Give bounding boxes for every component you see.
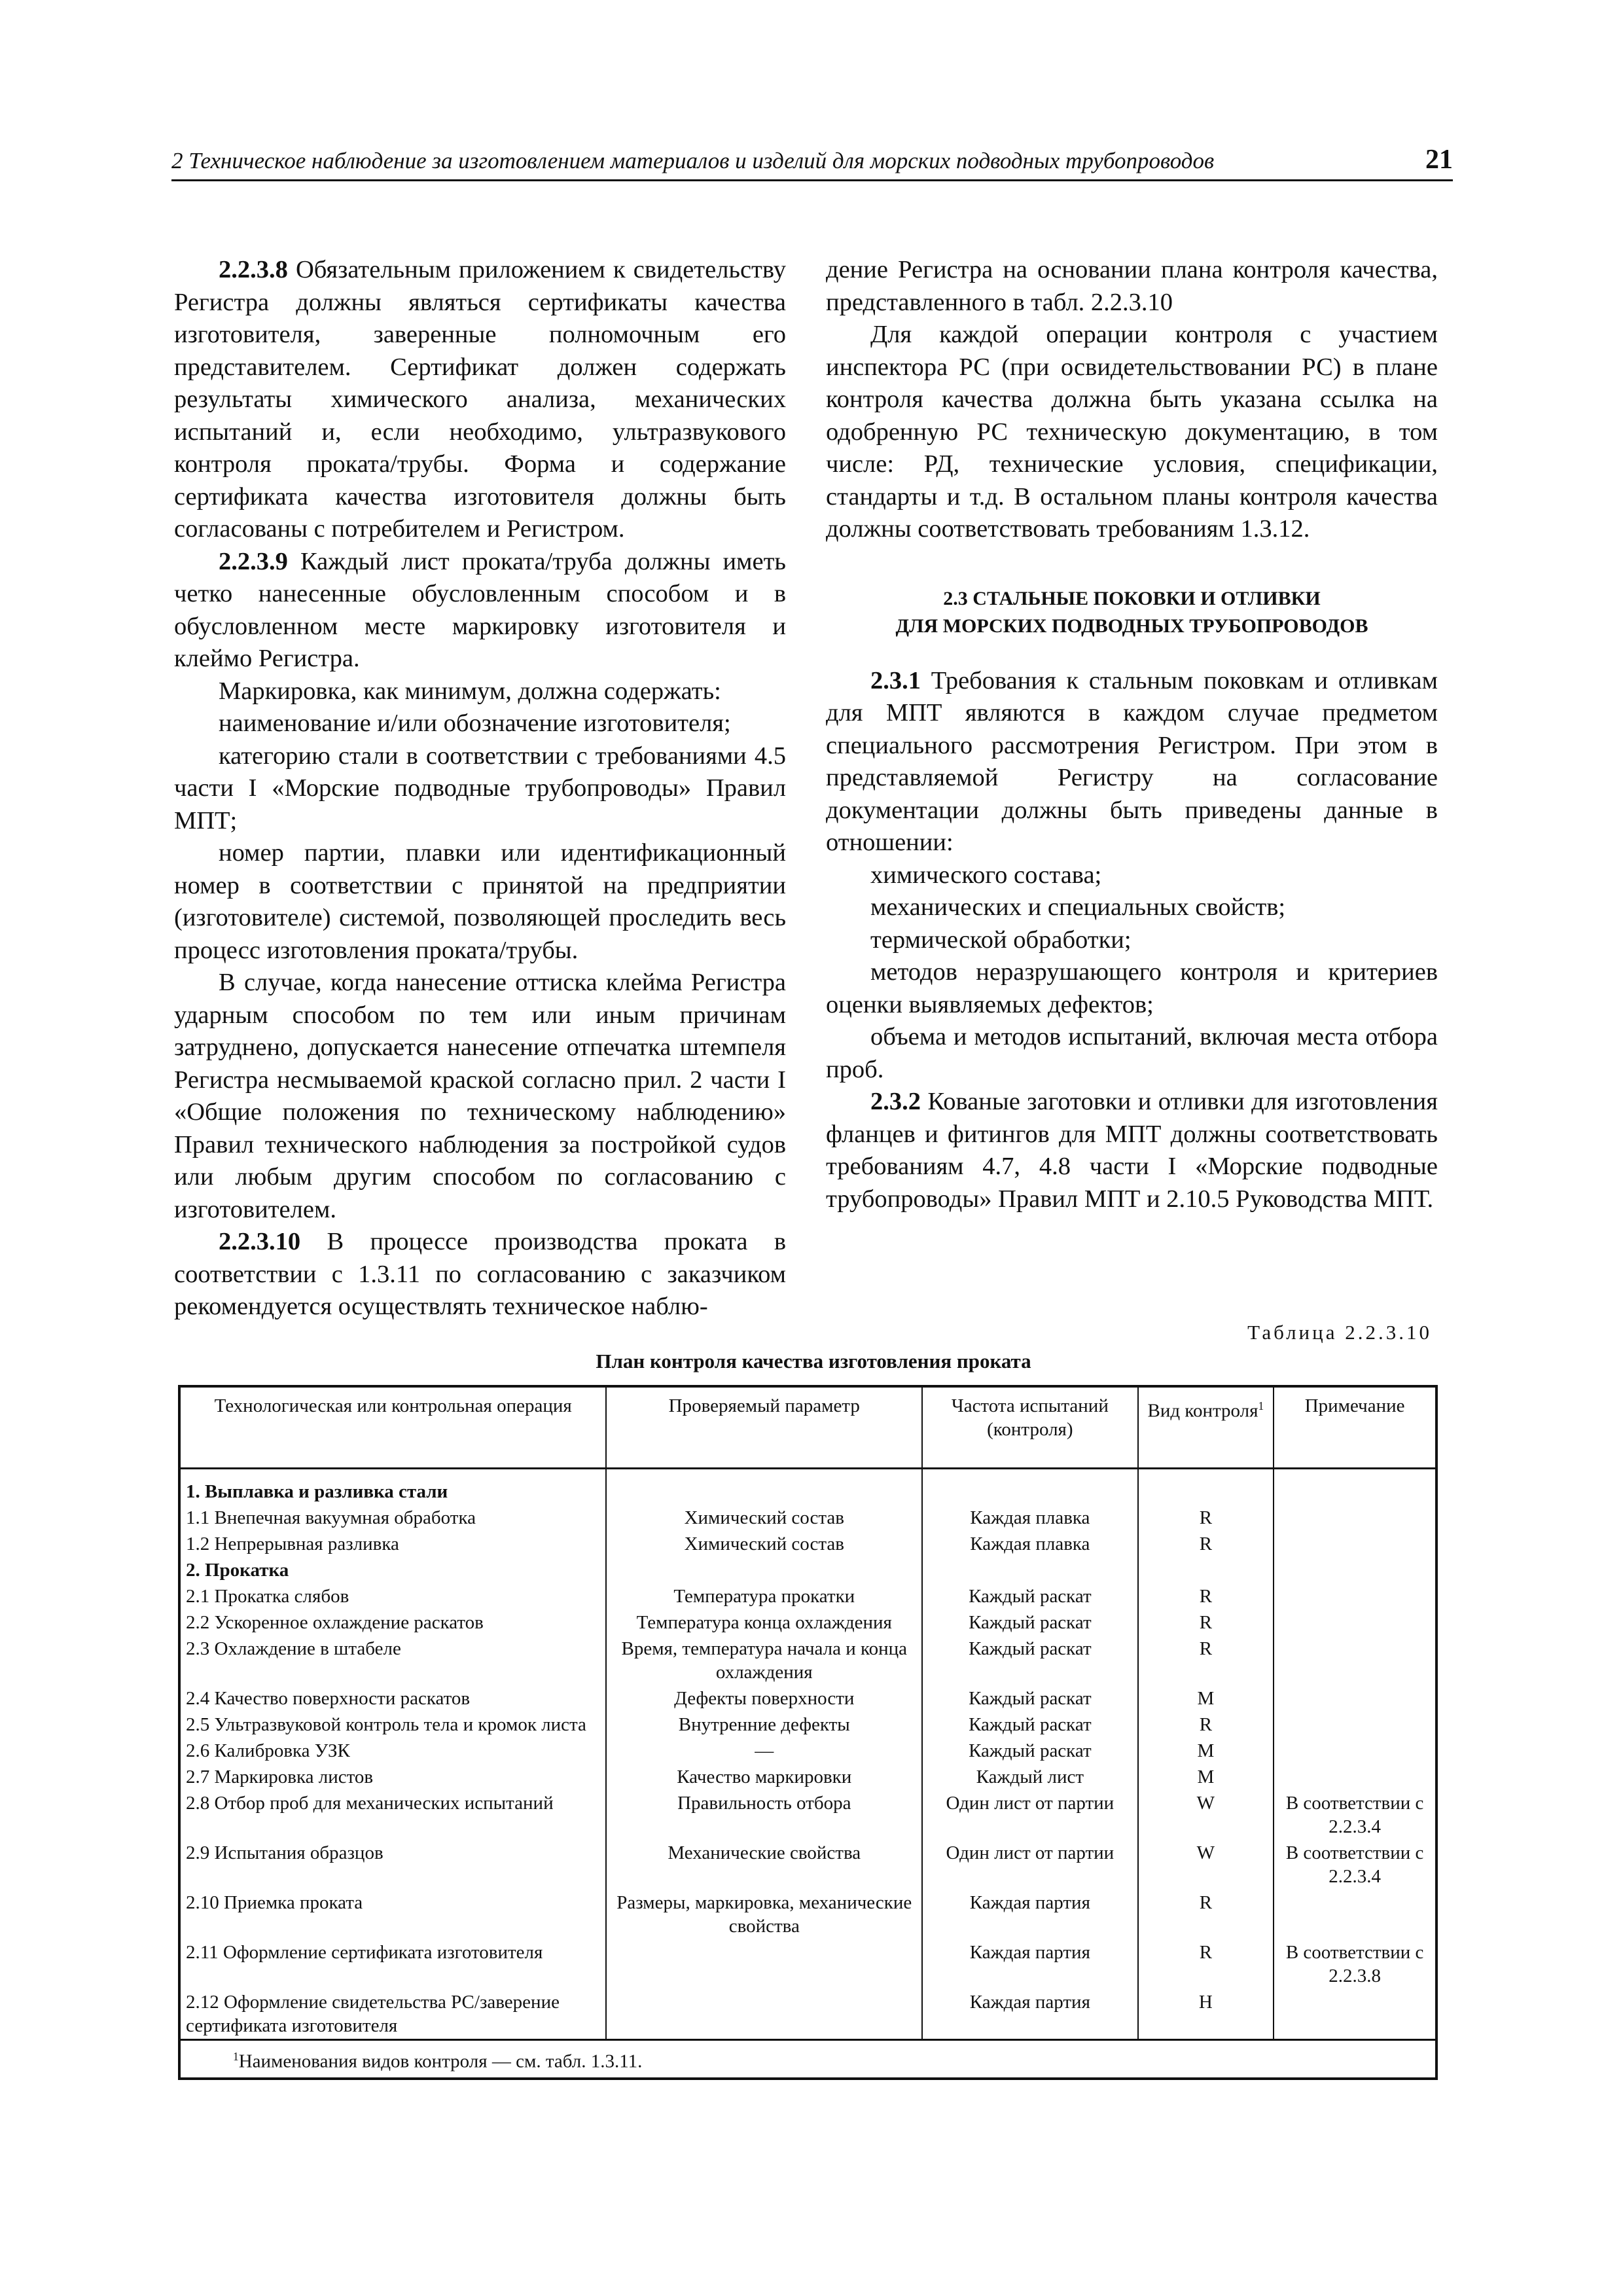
table-cell-op: 1. Выплавка и разливка стали xyxy=(179,1469,606,1505)
table-cell-param: Внутренние дефекты xyxy=(606,1712,922,1738)
paragraph-2-2-3-9: 2.2.3.9 Каждый лист проката/труба должны иметь четко нанесенные обусловленным способом и в обусловленном месте маркировку изготовителя и клеймо Регистра. xyxy=(174,547,786,672)
table-title: План контроля качества изготовления проката xyxy=(596,1350,1031,1372)
table-cell-param: Температура конца охлаждения xyxy=(606,1609,922,1636)
paragraph: химического состава; xyxy=(870,861,1102,889)
table-cell-note xyxy=(1274,1505,1436,1531)
table-cell-freq: Каждый лист xyxy=(922,1764,1137,1790)
table-row xyxy=(179,1469,1436,1505)
table-row xyxy=(179,1636,1436,1685)
table-cell-param: Химический состав xyxy=(606,1531,922,1557)
table-header-row xyxy=(179,1386,1436,1469)
table-cell-op: 2.10 Приемка проката xyxy=(179,1890,606,1939)
table-cell-freq: Каждый раскат xyxy=(922,1738,1137,1764)
paragraph: наименование и/или обозначение изготовителя; xyxy=(219,709,731,737)
table-cell-freq: Каждый раскат xyxy=(922,1609,1137,1636)
table-cell-param: Размеры, маркировка, механические свойства xyxy=(606,1890,922,1939)
table-cell-op: 2.4 Качество поверхности раскатов xyxy=(179,1685,606,1712)
table-row xyxy=(179,1840,1436,1890)
paragraph: термической обработки; xyxy=(870,925,1132,954)
table-cell-kind: W xyxy=(1138,1790,1274,1840)
table-cell-freq: Каждая партия xyxy=(922,1939,1137,1989)
table-row xyxy=(179,1583,1436,1609)
table-cell-note xyxy=(1274,1583,1436,1609)
table-cell-op: 2.8 Отбор проб для механических испытаний xyxy=(179,1790,606,1840)
paragraph: В случае, когда нанесение оттиска клейма Регистра ударным способом по тем или иным причинам затруднено, допускается нанесение отпечатка штемпеля Регистра несмываемой краской согласно прил. 2 части I «Общие положения по техническому наблюдению» Правил технического наблюдения за постройкой судов или любым другим способом по согласованию с изготовителем. xyxy=(174,969,786,1223)
paragraph: номер партии, плавки или идентификационный номер в соответствии с принятой на предприятии (изготовителе) системой, позволяющей проследить весь процесс изготовления проката/трубы. xyxy=(174,839,786,964)
table-cell-op: 1.1 Внепечная вакуумная обработка xyxy=(179,1505,606,1531)
table-cell-kind: R xyxy=(1138,1583,1274,1609)
table-cell-freq: Каждый раскат xyxy=(922,1685,1137,1712)
table-label: Таблица 2.2.3.10 xyxy=(1247,1321,1432,1344)
table-cell-param: Механические свойства xyxy=(606,1840,922,1890)
table-cell-param: Температура прокатки xyxy=(606,1583,922,1609)
table-cell-op: 2.5 Ультразвуковой контроль тела и кромок листа xyxy=(179,1712,606,1738)
table-cell-kind: M xyxy=(1138,1685,1274,1712)
table-row xyxy=(179,1712,1436,1738)
table-cell-freq: Каждый раскат xyxy=(922,1712,1137,1738)
table-cell-kind xyxy=(1138,1469,1274,1505)
table-cell-note xyxy=(1274,1609,1436,1636)
table-cell-freq xyxy=(922,1557,1137,1583)
left-column xyxy=(174,254,786,1323)
table-cell-op: 2.2 Ускоренное охлаждение раскатов xyxy=(179,1609,606,1636)
table-row xyxy=(179,1989,1436,2040)
table-cell-freq: Каждая плавка xyxy=(922,1531,1137,1557)
table-cell-note: В соответствии с 2.2.3.4 xyxy=(1274,1840,1436,1890)
header-note: Примечание xyxy=(1274,1386,1436,1469)
table-cell-note xyxy=(1274,1989,1436,2040)
header-operation: Технологическая или контрольная операция xyxy=(179,1386,606,1469)
table-cell-freq xyxy=(922,1469,1137,1505)
table-cell-op: 2.9 Испытания образцов xyxy=(179,1840,606,1890)
table-cell-note xyxy=(1274,1469,1436,1505)
paragraph: механических и специальных свойств; xyxy=(870,893,1286,921)
paragraph-2-3-1: 2.3.1 Требования к стальным поковкам и отливкам для МПТ являются в каждом случае предметом специального рассмотрения Регистром. При этом в представляемой Регистру на согласование документации должны быть приведены данные в отношении: xyxy=(826,666,1438,856)
table-cell-kind: R xyxy=(1138,1890,1274,1939)
table-footnote-row xyxy=(179,2040,1436,2079)
table-cell-freq: Один лист от партии xyxy=(922,1840,1137,1890)
table-cell-note: В соответствии с 2.2.3.4 xyxy=(1274,1790,1436,1840)
table-cell-kind: R xyxy=(1138,1712,1274,1738)
table-row xyxy=(179,1939,1436,1989)
section-title: 2.3 СТАЛЬНЫЕ ПОКОВКИ И ОТЛИВКИ ДЛЯ МОРСКИХ ПОДВОДНЫХ ТРУБОПРОВОДОВ xyxy=(895,587,1368,637)
table-cell-freq: Каждый раскат xyxy=(922,1583,1137,1609)
table-cell-note xyxy=(1274,1557,1436,1583)
table-cell-note xyxy=(1274,1890,1436,1939)
table-cell-kind: M xyxy=(1138,1764,1274,1790)
paragraph-2-2-3-8: 2.2.3.8 Обязательным приложением к свидетельству Регистра должны являться сертификаты качества изготовителя, заверенные полномочным его представителем. Сертификат должен содержать результаты химического анализа, механических испытаний и, если необходимо, ультразвукового контроля проката/трубы. Форма и содержание сертификата качества изготовителя должны быть согласованы с потребителем и Регистром. xyxy=(174,256,786,543)
table-cell-param: Химический состав xyxy=(606,1505,922,1531)
paragraph: категорию стали в соответствии с требованиями 4.5 части I «Морские подводные трубопроводы» Правил МПТ; xyxy=(174,742,786,834)
table-cell-note: В соответствии с 2.2.3.8 xyxy=(1274,1939,1436,1989)
table-cell-param: Правильность отбора xyxy=(606,1790,922,1840)
header-frequency: Частота испытаний (контроля) xyxy=(922,1386,1137,1469)
paragraph-2-3-2: 2.3.2 Кованые заготовки и отливки для изготовления фланцев и фитингов для МПТ должны соответствовать требованиям 4.7, 4.8 части I «Морские подводные трубопроводы» Правил МПТ и 2.10.5 Руководства МПТ. xyxy=(826,1088,1438,1213)
table-cell-param xyxy=(606,1939,922,1989)
table-cell-param xyxy=(606,1557,922,1583)
quality-control-table xyxy=(178,1385,1438,2080)
table-cell-freq: Каждая партия xyxy=(922,1890,1137,1939)
table-cell-note xyxy=(1274,1636,1436,1685)
table-cell-kind xyxy=(1138,1557,1274,1583)
table-cell-op: 1.2 Непрерывная разливка xyxy=(179,1531,606,1557)
table-cell-op: 2. Прокатка xyxy=(179,1557,606,1583)
paragraph: методов неразрушающего контроля и критериев оценки выявляемых дефектов; xyxy=(826,958,1438,1018)
paragraph-2-2-3-10: 2.2.3.10 В процессе производства проката в соответствии с 1.3.11 по согласованию с заказчиком рекомендуется осуществлять техническое наблю- xyxy=(174,1228,786,1320)
table-row xyxy=(179,1609,1436,1636)
table-footnote: $^1$Наименования видов контроля — см. табл. 1.3.11. xyxy=(179,2040,1436,2079)
paragraph: объема и методов испытаний, включая места отбора проб. xyxy=(826,1023,1438,1083)
right-column xyxy=(826,254,1438,1215)
table-cell-param: Время, температура начала и конца охлаждения xyxy=(606,1636,922,1685)
table-cell-freq: Каждый раскат xyxy=(922,1636,1137,1685)
table-cell-param: — xyxy=(606,1738,922,1764)
table-cell-op: 2.1 Прокатка слябов xyxy=(179,1583,606,1609)
table-cell-note xyxy=(1274,1531,1436,1557)
table-cell-op: 2.12 Оформление свидетельства РС/заверение сертификата изготовителя xyxy=(179,1989,606,2040)
table-row xyxy=(179,1790,1436,1840)
table-row xyxy=(179,1505,1436,1531)
paragraph: Маркировка, как минимум, должна содержать: xyxy=(219,677,721,705)
table-cell-param xyxy=(606,1989,922,2040)
table-cell-kind: R xyxy=(1138,1636,1274,1685)
table-cell-freq: Каждая плавка xyxy=(922,1505,1137,1531)
running-header xyxy=(171,139,1453,181)
page-number: 21 xyxy=(1425,145,1453,175)
table-cell-op: 2.6 Калибровка УЗК xyxy=(179,1738,606,1764)
table-row xyxy=(179,1685,1436,1712)
table-cell-freq: Один лист от партии xyxy=(922,1790,1137,1840)
table-row xyxy=(179,1531,1436,1557)
table-cell-param: Дефекты поверхности xyxy=(606,1685,922,1712)
paragraph: дение Регистра на основании плана контроля качества, представленного в табл. 2.2.3.10 xyxy=(826,256,1438,316)
table-row xyxy=(179,1890,1436,1939)
table-row xyxy=(179,1557,1436,1583)
table-cell-op: 2.7 Маркировка листов xyxy=(179,1764,606,1790)
table-cell-param xyxy=(606,1469,922,1505)
table-cell-kind: M xyxy=(1138,1738,1274,1764)
table-row xyxy=(179,1738,1436,1764)
paragraph: Для каждой операции контроля с участием инспектора РС (при освидетельствовании РС) в плане контроля качества должна быть указана ссылка на одобренную РС техническую документацию, в том числе: РД, технические условия, спецификации, стандарты и т.д. В остальном планы контроля качества должны соответствовать требованиям 1.3.12. xyxy=(826,321,1438,543)
table-cell-kind: H xyxy=(1138,1989,1274,2040)
table-cell-kind: R xyxy=(1138,1505,1274,1531)
table-cell-note xyxy=(1274,1685,1436,1712)
header-parameter: Проверяемый параметр xyxy=(606,1386,922,1469)
footnote-marker: 1 xyxy=(1258,1399,1264,1412)
table-cell-kind: R xyxy=(1138,1939,1274,1989)
table-cell-op: 2.3 Охлаждение в штабеле xyxy=(179,1636,606,1685)
running-header-title: 2 Техническое наблюдение за изготовлением материалов и изделий для морских подводных трубопроводов xyxy=(171,148,1215,173)
table-cell-kind: R xyxy=(1138,1609,1274,1636)
table-cell-freq: Каждая партия xyxy=(922,1989,1137,2040)
table-cell-note xyxy=(1274,1764,1436,1790)
table-cell-kind: W xyxy=(1138,1840,1274,1890)
table-cell-param: Качество маркировки xyxy=(606,1764,922,1790)
header-control-kind: Вид контроля$^1$ xyxy=(1138,1386,1274,1469)
table-cell-op: 2.11 Оформление сертификата изготовителя xyxy=(179,1939,606,1989)
table-cell-note xyxy=(1274,1712,1436,1738)
table-row xyxy=(179,1764,1436,1790)
table-cell-note xyxy=(1274,1738,1436,1764)
table-cell-kind: R xyxy=(1138,1531,1274,1557)
